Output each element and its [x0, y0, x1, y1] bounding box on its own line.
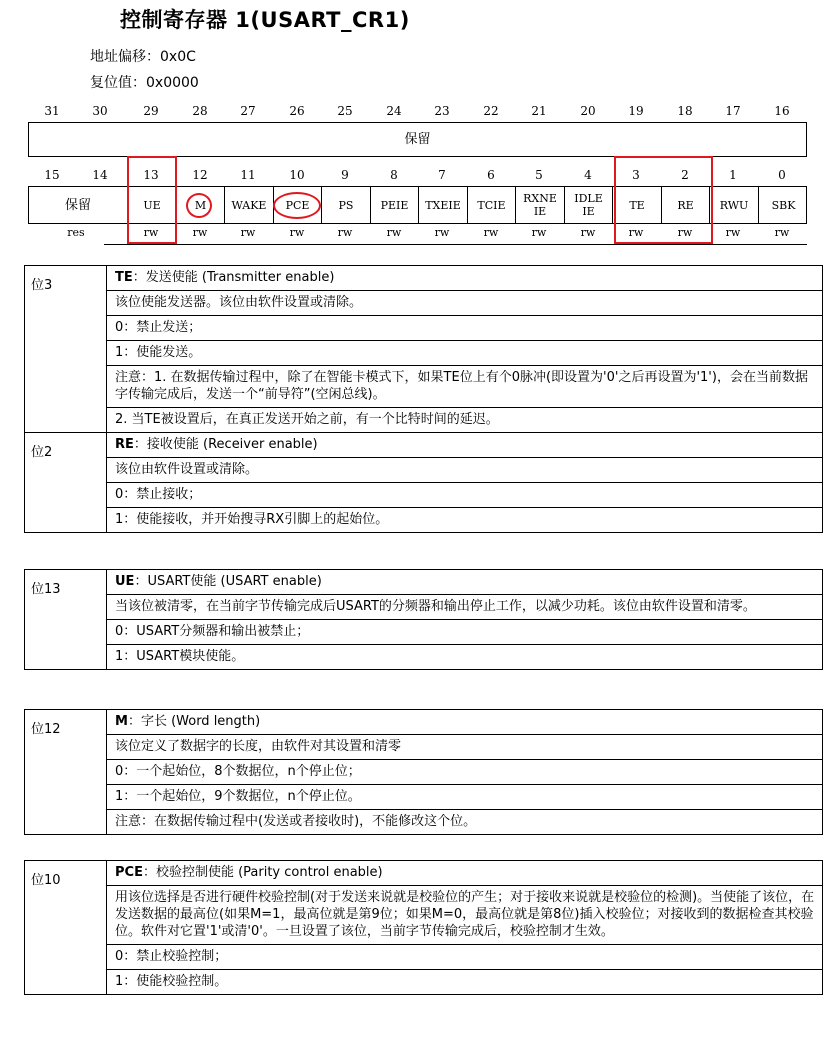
bit-number: 22	[483, 104, 499, 118]
access-type: rw	[434, 226, 450, 239]
section-bit-label: 位13	[25, 570, 107, 670]
field-sbk: SBK	[758, 187, 808, 223]
bit-number: 14	[92, 168, 108, 182]
field-pce: PCE	[273, 187, 321, 223]
access-type: rw	[289, 226, 305, 239]
field-wake: WAKE	[224, 187, 273, 223]
section-pce	[24, 860, 823, 995]
field-rxneie-line2: IE	[533, 205, 547, 218]
highlight-m-ellipse	[186, 193, 212, 218]
bit-number: 3	[632, 168, 640, 182]
section-bit-label: 位2	[25, 433, 107, 533]
field-rxneie	[515, 187, 564, 223]
section-line: 1：使能校验控制。	[115, 974, 228, 989]
section-line: 0：禁止接收；	[107, 483, 822, 508]
access-type: rw	[483, 226, 499, 239]
field-ue: UE	[127, 187, 176, 223]
section-line: 注意：在数据传输过程中(发送或者接收时)，不能修改这个位。	[115, 814, 477, 829]
bit-number: 31	[44, 104, 60, 118]
field-title: ：校验控制使能 (Parity control enable)	[142, 865, 383, 880]
field-name: TE	[115, 270, 133, 285]
section-line: 1：使能发送。	[107, 341, 822, 366]
bit-number: 10	[289, 168, 305, 182]
field-m: M	[176, 187, 224, 223]
field-title: ：字长 (Word length)	[127, 714, 261, 729]
field-name: M	[115, 714, 128, 729]
field-ps: PS	[321, 187, 370, 223]
bit-number: 1	[729, 168, 737, 182]
field-name: PCE	[115, 865, 143, 880]
section-line: 注意：1. 在数据传输过程中，除了在智能卡模式下，如果TE位上有个0脉冲(即设置为'0'之后再设置为'1')，会在当前数据字传输完成后，发送一个“前导符”(空闲总线)。	[107, 366, 822, 408]
reserved-field: 保留	[64, 197, 91, 213]
section-heading	[107, 861, 822, 886]
bit-number: 6	[487, 168, 495, 182]
section-line: 0：一个起始位，8个数据位，n个停止位；	[107, 760, 822, 785]
section-heading	[107, 266, 822, 291]
bit-number: 17	[725, 104, 741, 118]
section-line: 当该位被清零，在当前字节传输完成后USART的分频器和输出停止工作，以减少功耗。该位由软件设置和清零。	[107, 595, 822, 620]
section-m	[24, 709, 823, 835]
section-line: 0：禁止发送；	[107, 316, 822, 341]
bit-number: 30	[92, 104, 108, 118]
bit-number: 7	[438, 168, 446, 182]
access-type: rw	[240, 226, 256, 239]
bit-number: 8	[390, 168, 398, 182]
bit-number: 25	[337, 104, 353, 118]
access-type: rw	[143, 226, 159, 239]
access-type: rw	[580, 226, 596, 239]
field-rwu: RWU	[709, 187, 758, 223]
highlight-te-re-box	[614, 156, 713, 244]
section-line: 2. 当TE被设置后，在真正发送开始之前，有一个比特时间的延迟。	[115, 412, 499, 427]
field-idleie-line2: IE	[582, 205, 595, 218]
access-type: rw	[725, 226, 741, 239]
section-line: 0：USART分频器和输出被禁止；	[107, 620, 822, 645]
access-type: rw	[774, 226, 790, 239]
reset-value: 复位值：0x0000	[90, 75, 199, 91]
field-peie: PEIE	[370, 187, 418, 223]
field-name: UE	[115, 574, 135, 589]
bit-number: 15	[44, 168, 60, 182]
highlight-ue-box	[127, 156, 177, 244]
section-line: 用该位选择是否进行硬件校验控制(对于发送来说就是校验位的产生；对于接收来说就是校验位的检测)。当使能了该位，在发送数据的最高位(如果M=1，最高位就是第9位；如果M=0，最高位就是第8位)插入校验位；对接收到的数据检查其校验位。软件对它置'1'或清'0'。一旦设置了该位，当前字节传输完成后，校验控制才生效。	[107, 886, 822, 945]
access-type: rw	[677, 226, 693, 239]
section-heading	[107, 433, 822, 458]
section-line: 1：USART模块使能。	[115, 649, 245, 664]
field-title: ：USART使能 (USART enable)	[134, 574, 322, 589]
section-ue	[24, 569, 823, 670]
reserved-field: 保留	[404, 132, 431, 147]
bit-number: 16	[774, 104, 790, 118]
bit-number: 23	[434, 104, 450, 118]
access-type: res	[67, 226, 85, 239]
bit-number: 9	[341, 168, 349, 182]
section-line: 1：一个起始位，9个数据位，n个停止位。	[107, 785, 822, 810]
section-bit-label: 位12	[25, 710, 107, 835]
field-re: RE	[661, 187, 709, 223]
bit-number: 29	[143, 104, 159, 118]
field-txeie: TXEIE	[418, 187, 467, 223]
section-line: 1：使能接收，并开始搜寻RX引脚上的起始位。	[115, 512, 389, 527]
bit-number: 2	[681, 168, 689, 182]
page-title: 控制寄存器 1(USART_CR1)	[120, 8, 410, 32]
bit-number: 5	[535, 168, 543, 182]
upper-register-row	[28, 122, 807, 157]
highlight-pce-ellipse	[273, 192, 321, 219]
access-type: rw	[386, 226, 402, 239]
bit-number: 20	[580, 104, 596, 118]
address-offset: 地址偏移：0x0C	[90, 49, 196, 65]
section-bit-label: 位3	[25, 266, 107, 433]
section-bit-label: 位10	[25, 861, 107, 995]
bit-number: 18	[677, 104, 693, 118]
field-title: ：发送使能 (Transmitter enable)	[132, 270, 335, 285]
field-rxneie-line1: RXNE	[523, 192, 557, 205]
bit-number: 0	[778, 168, 786, 182]
bit-number: 4	[584, 168, 592, 182]
bit-number: 13	[143, 168, 159, 182]
field-tcie: TCIE	[467, 187, 515, 223]
bit-number: 28	[192, 104, 208, 118]
bit-number: 24	[386, 104, 402, 118]
field-name: RE	[115, 437, 134, 452]
access-underline	[104, 244, 807, 245]
section-heading	[107, 710, 822, 735]
access-type: rw	[337, 226, 353, 239]
section-line: 该位由软件设置或清除。	[107, 458, 822, 483]
section-te	[24, 265, 823, 533]
access-type: rw	[531, 226, 547, 239]
access-type: rw	[192, 226, 208, 239]
field-te: TE	[612, 187, 661, 223]
bit-number: 27	[240, 104, 256, 118]
section-line: 该位使能发送器。该位由软件设置或清除。	[107, 291, 822, 316]
bit-number: 11	[240, 168, 256, 182]
field-title: ：接收使能 (Receiver enable)	[133, 437, 318, 452]
section-line: 该位定义了数据字的长度，由软件对其设置和清零	[107, 735, 822, 760]
access-type: rw	[628, 226, 644, 239]
bit-number: 21	[531, 104, 547, 118]
section-heading	[107, 570, 822, 595]
bit-number: 26	[289, 104, 305, 118]
field-idleie-line1: IDLE	[574, 192, 603, 205]
field-idleie	[564, 187, 612, 223]
bit-number: 12	[192, 168, 208, 182]
bit-number: 19	[628, 104, 644, 118]
section-line: 0：禁止校验控制；	[107, 945, 822, 970]
